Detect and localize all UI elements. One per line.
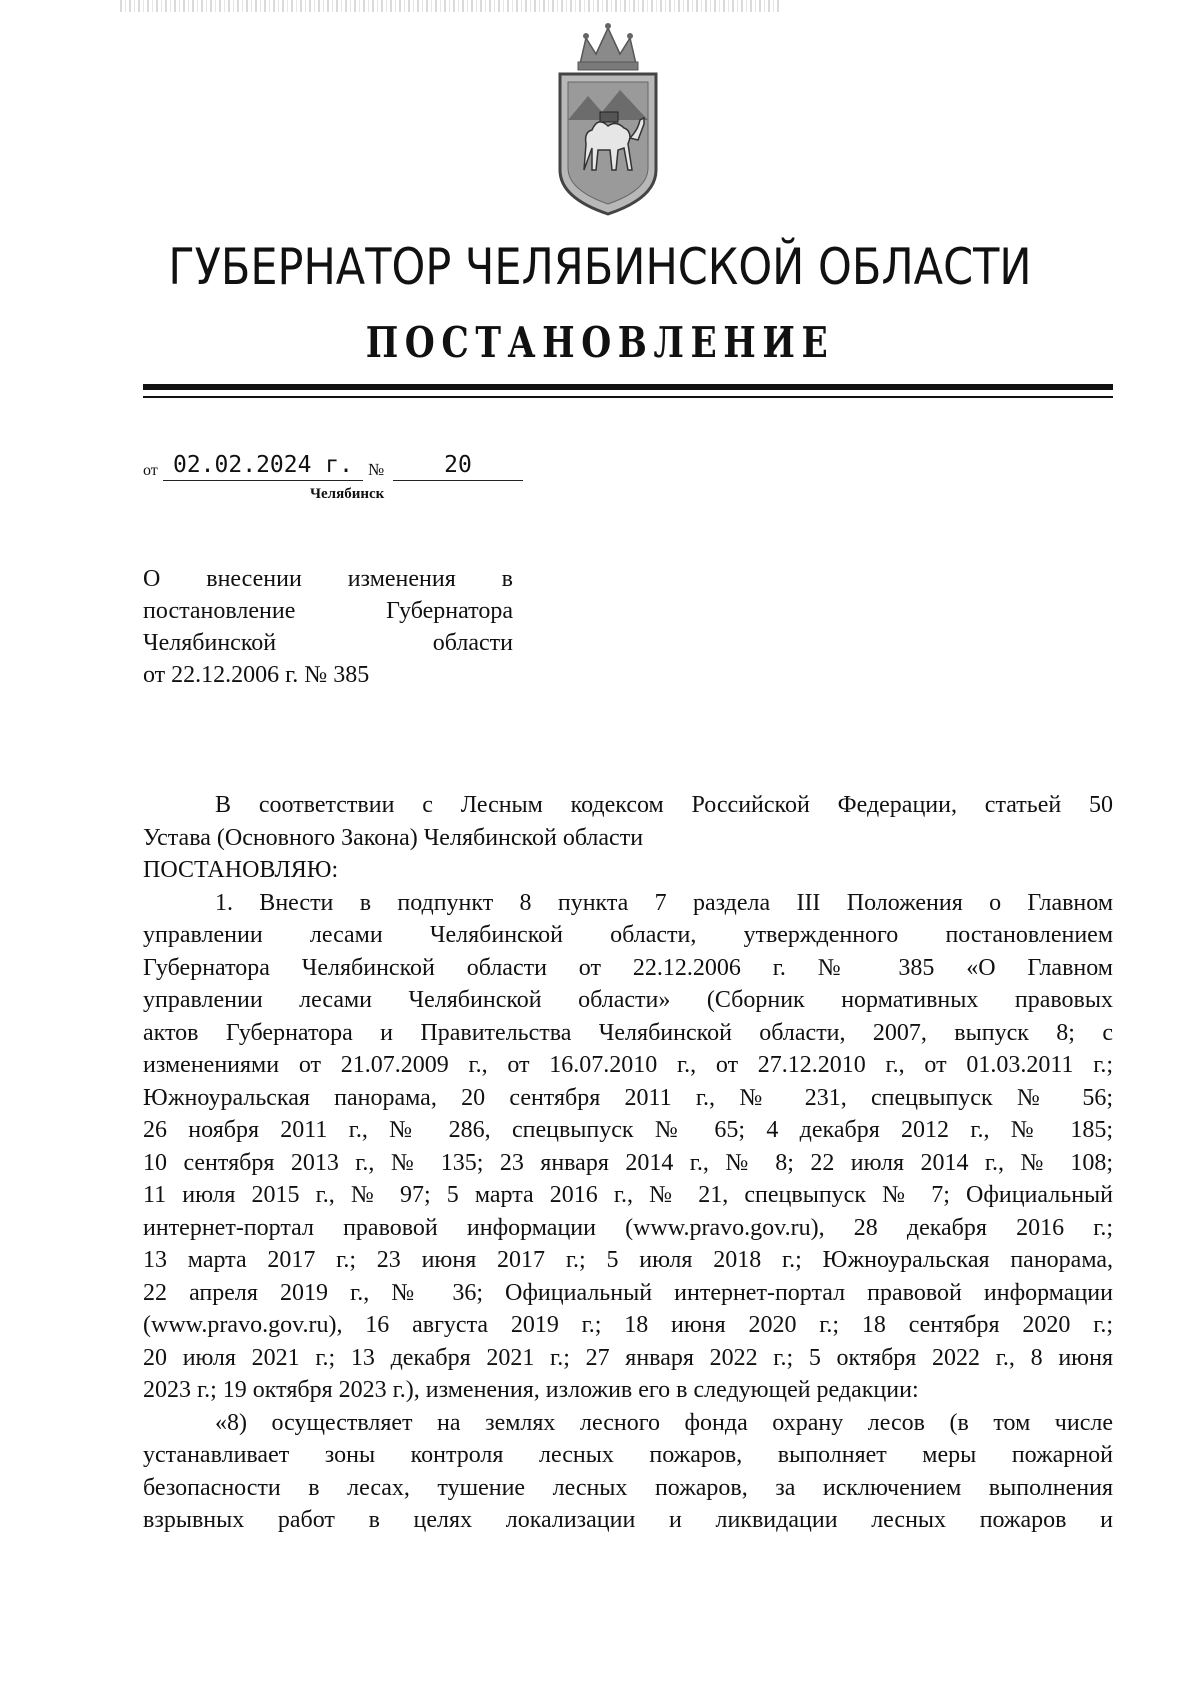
document-number: 20 — [393, 452, 523, 481]
body-line: взрывных работ в целях локализации и ликвидации лесных пожаров и — [143, 1507, 1113, 1533]
header-rule-thick — [143, 384, 1113, 390]
document-type: ПОСТАНОВЛЕНИЕ — [365, 318, 835, 367]
subject-line: от 22.12.2006 г. № 385 — [143, 662, 370, 688]
date-number-row — [143, 452, 573, 482]
body-line: управлении лесами Челябинской области, утвержденного постановлением — [143, 922, 1113, 948]
body-line: Губернатора Челябинской области от 22.12.2006 г. № 385 «О Главном — [143, 954, 1113, 981]
body-line: 22 апреля 2019 г., № 36; Официальный интернет-портал правовой информации — [143, 1279, 1113, 1306]
body-line: 10 сентября 2013 г., № 135; 23 января 2014 г., № 8; 22 июля 2014 г., № 108; — [143, 1149, 1113, 1176]
body-line: (www.pravo.gov.ru), 16 августа 2019 г.; 18 июня 2020 г.; 18 сентября 2020 г.; — [143, 1312, 1113, 1338]
body-line: 11 июля 2015 г., № 97; 5 марта 2016 г., № 21, спецвыпуск № 7; Официальный — [143, 1182, 1113, 1208]
document-subject — [143, 563, 513, 691]
body-line: 26 ноября 2011 г., № 286, спецвыпуск № 65; 4 декабря 2012 г., № 185; — [143, 1117, 1113, 1143]
city-label: Челябинск — [310, 486, 385, 502]
subject-line: Челябинской области — [143, 630, 513, 656]
number-prefix: № — [368, 460, 385, 479]
body-line: ПОСТАНОВЛЯЮ: — [143, 857, 339, 883]
body-line: безопасности в лесах, тушение лесных пожаров, за исключением выполнения — [143, 1474, 1113, 1501]
document-date: 02.02.2024 г. — [163, 452, 363, 481]
body-line: В соответствии с Лесным кодексом Российской Федерации, статьей 50 — [215, 792, 1113, 818]
body-line: 1. Внести в подпункт 8 пункта 7 раздела III Положения о Главном — [215, 889, 1113, 916]
body-line: изменениями от 21.07.2009 г., от 16.07.2010 г., от 27.12.2010 г., от 01.03.2011 г.; — [143, 1052, 1113, 1078]
body-line: устанавливает зоны контроля лесных пожаров, выполняет меры пожарной — [143, 1442, 1113, 1468]
authority-title: ГУБЕРНАТОР ЧЕЛЯБИНСКОЙ ОБЛАСТИ — [168, 238, 1032, 296]
body-line: «8) осуществляет на землях лесного фонда охрану лесов (в том числе — [215, 1409, 1113, 1436]
body-line: Южноуральская панорама, 20 сентября 2011 г., № 231, спецвыпуск № 56; — [143, 1084, 1113, 1111]
body-line: интернет-портал правовой информации (www.pravo.gov.ru), 28 декабря 2016 г.; — [143, 1214, 1113, 1241]
date-prefix: от — [143, 462, 158, 479]
header-rule-thin — [143, 396, 1113, 398]
body-line: актов Губернатора и Правительства Челябинской области, 2007, выпуск 8; с — [143, 1019, 1113, 1046]
coat-of-arms-icon — [548, 20, 668, 220]
document-body — [143, 789, 1113, 1537]
subject-line: О внесении изменения в — [143, 566, 513, 592]
subject-line: постановление Губернатора — [143, 598, 513, 624]
body-line: 2023 г.; 19 октября 2023 г.), изменения, изложив его в следующей редакции: — [143, 1377, 919, 1403]
body-line: управлении лесами Челябинской области» (Сборник нормативных правовых — [143, 987, 1113, 1013]
body-line: Устава (Основного Закона) Челябинской области — [143, 824, 644, 851]
body-line: 13 марта 2017 г.; 23 июня 2017 г.; 5 июля 2018 г.; Южноуральская панорама, — [143, 1247, 1113, 1273]
body-line: 20 июля 2021 г.; 13 декабря 2021 г.; 27 января 2022 г.; 5 октября 2022 г., 8 июня — [143, 1344, 1113, 1371]
scan-artifact — [120, 0, 780, 12]
